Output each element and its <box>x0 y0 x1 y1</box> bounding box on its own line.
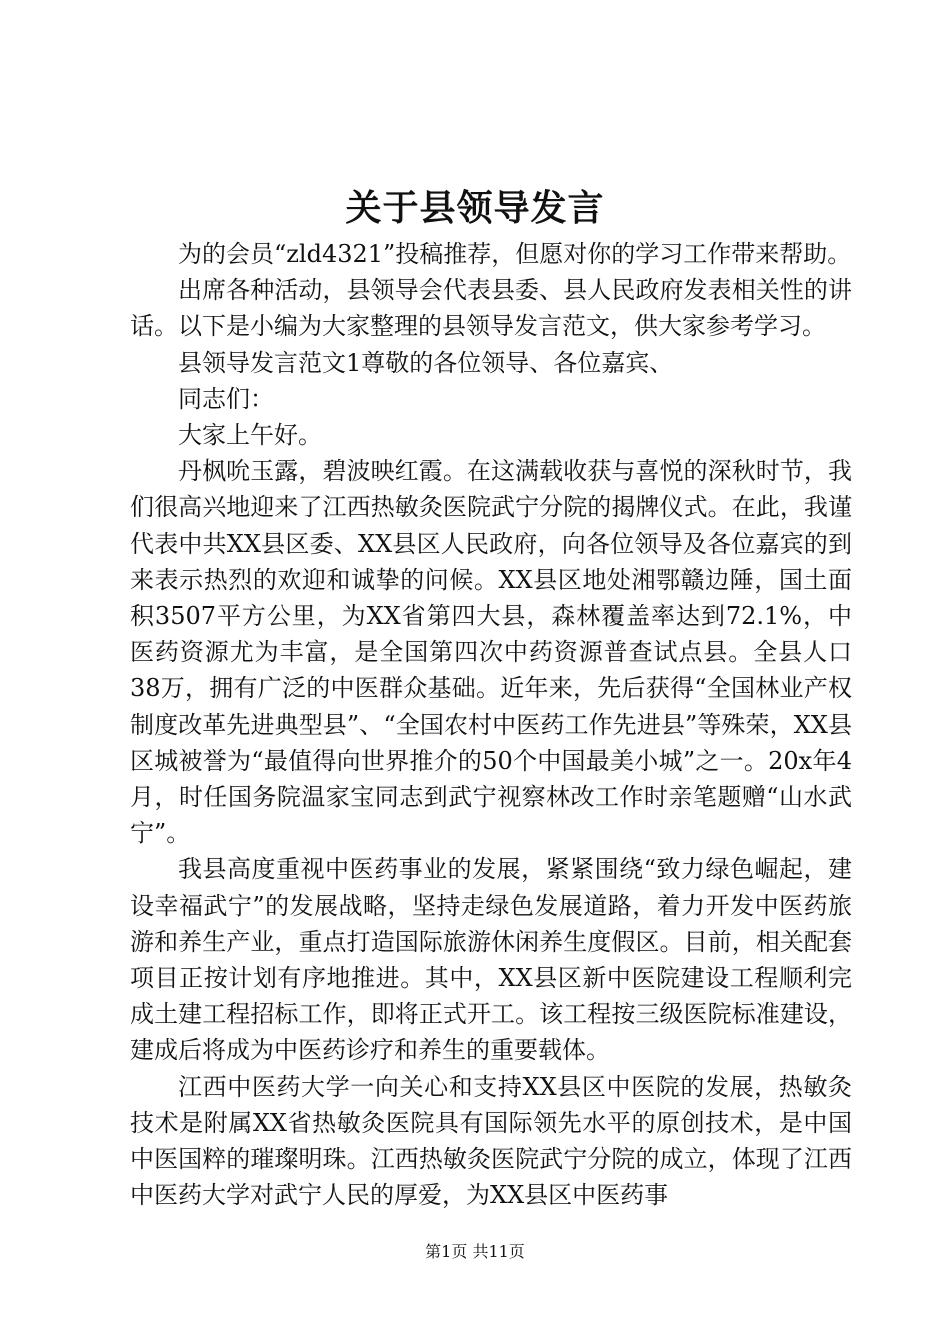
paragraph-university: 江西中医药大学一向关心和支持XX县区中医院的发展，热敏灸技术是附属XX省热敏灸医院具有国际领先水平的原创技术，是中国中医国粹的璀璨明珠。江西热敏灸医院武宁分院的成立，体现了江西中医药大学对武宁人民的厚爱，为XX县区中医药事 <box>130 1072 852 1210</box>
paragraph-comrades: 同志们： <box>178 384 274 413</box>
paragraph-intro: 为的会员“zld4321”投稿推荐，但愿对你的学习工作带来帮助。 <box>178 240 852 268</box>
paragraph-salutation: 县领导发言范文1尊敬的各位领导、各位嘉宾、 <box>178 348 674 377</box>
paragraph-greeting: 大家上午好。 <box>178 421 322 450</box>
paragraph-development: 我县高度重视中医药事业的发展，紧紧围绕“致力绿色崛起，建设幸福武宁”的发展战略，坚持走绿色发展道路，着力开发中医药旅游和养生产业，重点打造国际旅游休闲养生度假区。目前，相关配套项目正按计划有序地推进。其中，XX县区新中医院建设工程顺利完成土建工程招标工作，即将正式开工。该工程按三级医院标准建设，建成后将成为中医药诊疗和养生的重要载体。 <box>130 855 852 1065</box>
page-number-footer: 第1页 共11页 <box>425 1242 525 1261</box>
paragraph-summary: 出席各种活动，县领导会代表县委、县人民政府发表相关性的讲话。以下是小编为大家整理的县领导发言范文，供大家参考学习。 <box>130 276 852 341</box>
paragraph-opening: 丹枫吮玉露，碧波映红霞。在这满载收获与喜悦的深秋时节，我们很高兴地迎来了江西热敏灸医院武宁分院的揭牌仪式。在此，我谨代表中共XX县区委、XX县区人民政府，向各位领导及各位嘉宾的到来表示热烈的欢迎和诚挚的问候。XX县区地处湘鄂赣边陲，国土面积3507平方公里，为XX省第四大县，森林覆盖率达到72.1%，中医药资源尤为丰富，是全国第四次中药资源普查试点县。全县人口38万，拥有广泛的中医群众基础。近年来，先后获得“全国林业产权制度改革先进典型县”、“全国农村中医药工作先进县”等殊荣，XX县区城被誉为“最值得向世界推介的50个中国最美小城”之一。20x年4月，时任国务院温家宝同志到武宁视察林改工作时亲笔题赠“山水武宁”。 <box>130 457 852 848</box>
document-title: 关于县领导发言 <box>345 187 605 229</box>
document-body <box>130 236 852 1213</box>
